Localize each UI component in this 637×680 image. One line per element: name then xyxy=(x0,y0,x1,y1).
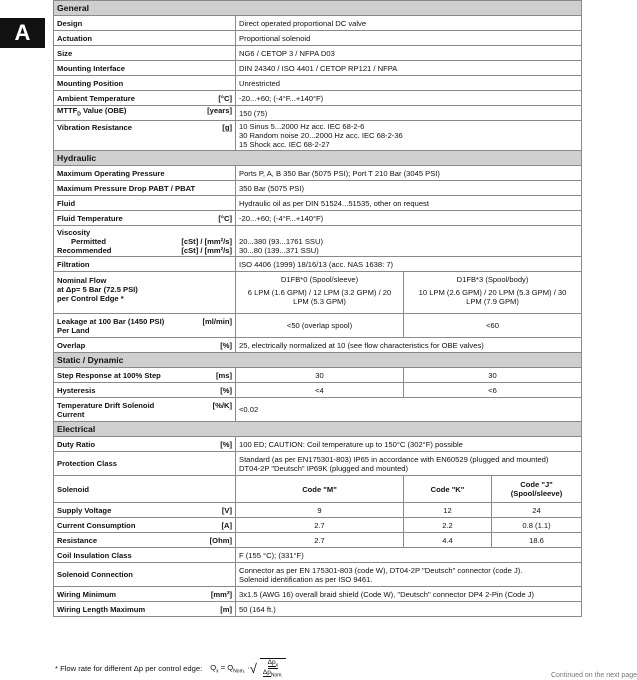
row-fluid: Fluid Hydraulic oil as per DIN 51524...51535, other on request xyxy=(54,196,582,211)
row-wiring-length: Wiring Length Maximum [m] 50 (164 ft.) xyxy=(54,602,582,617)
row-overlap: Overlap [%] 25, electrically normalized at 10 (see flow characteristics for OBE valves) xyxy=(54,338,582,353)
continued-note: Continued on the next page xyxy=(550,672,637,679)
footnote: * Flow rate for different Δp per control edge: $Q_x = Q_{Nom.}$ · √ $\frac{\Delta p_x}{\Delta p_{Nom.}}$ xyxy=(55,658,286,679)
sqrt-icon: √ xyxy=(249,660,257,676)
row-wiring-minimum: Wiring Minimum [mm²] 3x1.5 (AWG 16) overall braid shield (Code W), "Deutsch" connector DP4 2-Pin (Code J) xyxy=(54,587,582,602)
row-duty-ratio: Duty Ratio [%] 100 ED; CAUTION: Coil temperature up to 150°C (302°F) possible xyxy=(54,437,582,452)
row-nominal-flow: Nominal Flow at Δp= 5 Bar (72.5 PSI) per Control Edge * D1FB*0 (Spool/sleeve) 6 LPM (1.6 GPM) / 12 LPM (3.2 GPM) / 20 LPM (5.3 GPM) D1FB*3 (Spool/body) 10 LPM (2.6 GPM) / 20 LPM (5.3 GPM) / 30 LPM (7.9 GPM) xyxy=(54,272,582,314)
row-solenoid: Solenoid Code "M" Code "K" Code "J" (Spool/sleeve) xyxy=(54,476,582,503)
row-resistance: Resistance [Ohm] 2.7 4.4 18.6 xyxy=(54,533,582,548)
spec-table xyxy=(53,0,582,617)
row-coil-insulation: Coil Insulation Class F (155 °C); (331°F) xyxy=(54,548,582,563)
row-ambient-temperature: Ambient Temperature [°C] -20...+60; (-4°F...+140°F) xyxy=(54,91,582,106)
row-temperature-drift: Temperature Drift Solenoid Current [%/K] <0.02 xyxy=(54,398,582,422)
row-viscosity: Viscosity Permitted [cSt] / [mm²/s] Recommended [cSt] / [mm²/s] 20...380 (93...1761 SSU) 30...80 (139...371 SSU) xyxy=(54,226,582,257)
row-mounting-position: Mounting Position Unrestricted xyxy=(54,76,582,91)
row-vibration: Vibration Resistance [g] 10 Sinus 5...2000 Hz acc. IEC 68-2-6 30 Random noise 20...2000 Hz acc. IEC 68-2-36 15 Shock acc. IEC 68-2-27 xyxy=(54,121,582,151)
row-hysteresis: Hysteresis [%] <4 <6 xyxy=(54,383,582,398)
row-mounting-interface: Mounting Interface DIN 24340 / ISO 4401 / CETOP RP121 / NFPA xyxy=(54,61,582,76)
formula-fraction: $\frac{\Delta p_x}{\Delta p_{Nom.}}$ xyxy=(260,658,286,679)
section-tab: A xyxy=(0,18,45,48)
row-mttf: $MTTF_D$ Value (OBE) [years] 150 (75) xyxy=(54,106,582,121)
row-pressure-drop: Maximum Pressure Drop PABT / PBAT 350 Bar (5075 PSI) xyxy=(54,181,582,196)
row-filtration: Filtration ISO 4406 (1999) 18/16/13 (acc. NAS 1638: 7) xyxy=(54,257,582,272)
row-supply-voltage: Supply Voltage [V] 9 12 24 xyxy=(54,503,582,518)
section-general: General xyxy=(54,1,582,16)
row-solenoid-connection: Solenoid Connection Connector as per EN 175301-803 (code W), DT04-2P "Deutsch" connector (code J). Solenoid identification as per ISO 9461. xyxy=(54,563,582,587)
row-protection-class: Protection Class Standard (as per EN175301-803) IP65 in accordance with EN60529 (plugged and mounted) DT04-2P "Deutsch" IP69K (plugged and mounted) xyxy=(54,452,582,476)
flow-formula: $Q_x = Q_{Nom.}$ · xyxy=(210,662,250,675)
section-electrical: Electrical xyxy=(54,422,582,437)
row-step-response: Step Response at 100% Step [ms] 30 30 xyxy=(54,368,582,383)
section-static-dynamic: Static / Dynamic xyxy=(54,353,582,368)
row-max-pressure: Maximum Operating Pressure Ports P, A, B 350 Bar (5075 PSI); Port T 210 Bar (3045 PSI) xyxy=(54,166,582,181)
row-leakage: Leakage at 100 Bar (1450 PSI) Per Land [ml/min] <50 (overlap spool) <60 xyxy=(54,314,582,338)
row-design: Design Direct operated proportional DC valve xyxy=(54,16,582,31)
row-fluid-temperature: Fluid Temperature [°C] -20...+60; (-4°F...+140°F) xyxy=(54,211,582,226)
section-hydraulic: Hydraulic xyxy=(54,151,582,166)
row-current-consumption: Current Consumption [A] 2.7 2.2 0.8 (1.1) xyxy=(54,518,582,533)
row-size: Size NG6 / CETOP 3 / NFPA D03 xyxy=(54,46,582,61)
row-actuation: Actuation Proportional solenoid xyxy=(54,31,582,46)
